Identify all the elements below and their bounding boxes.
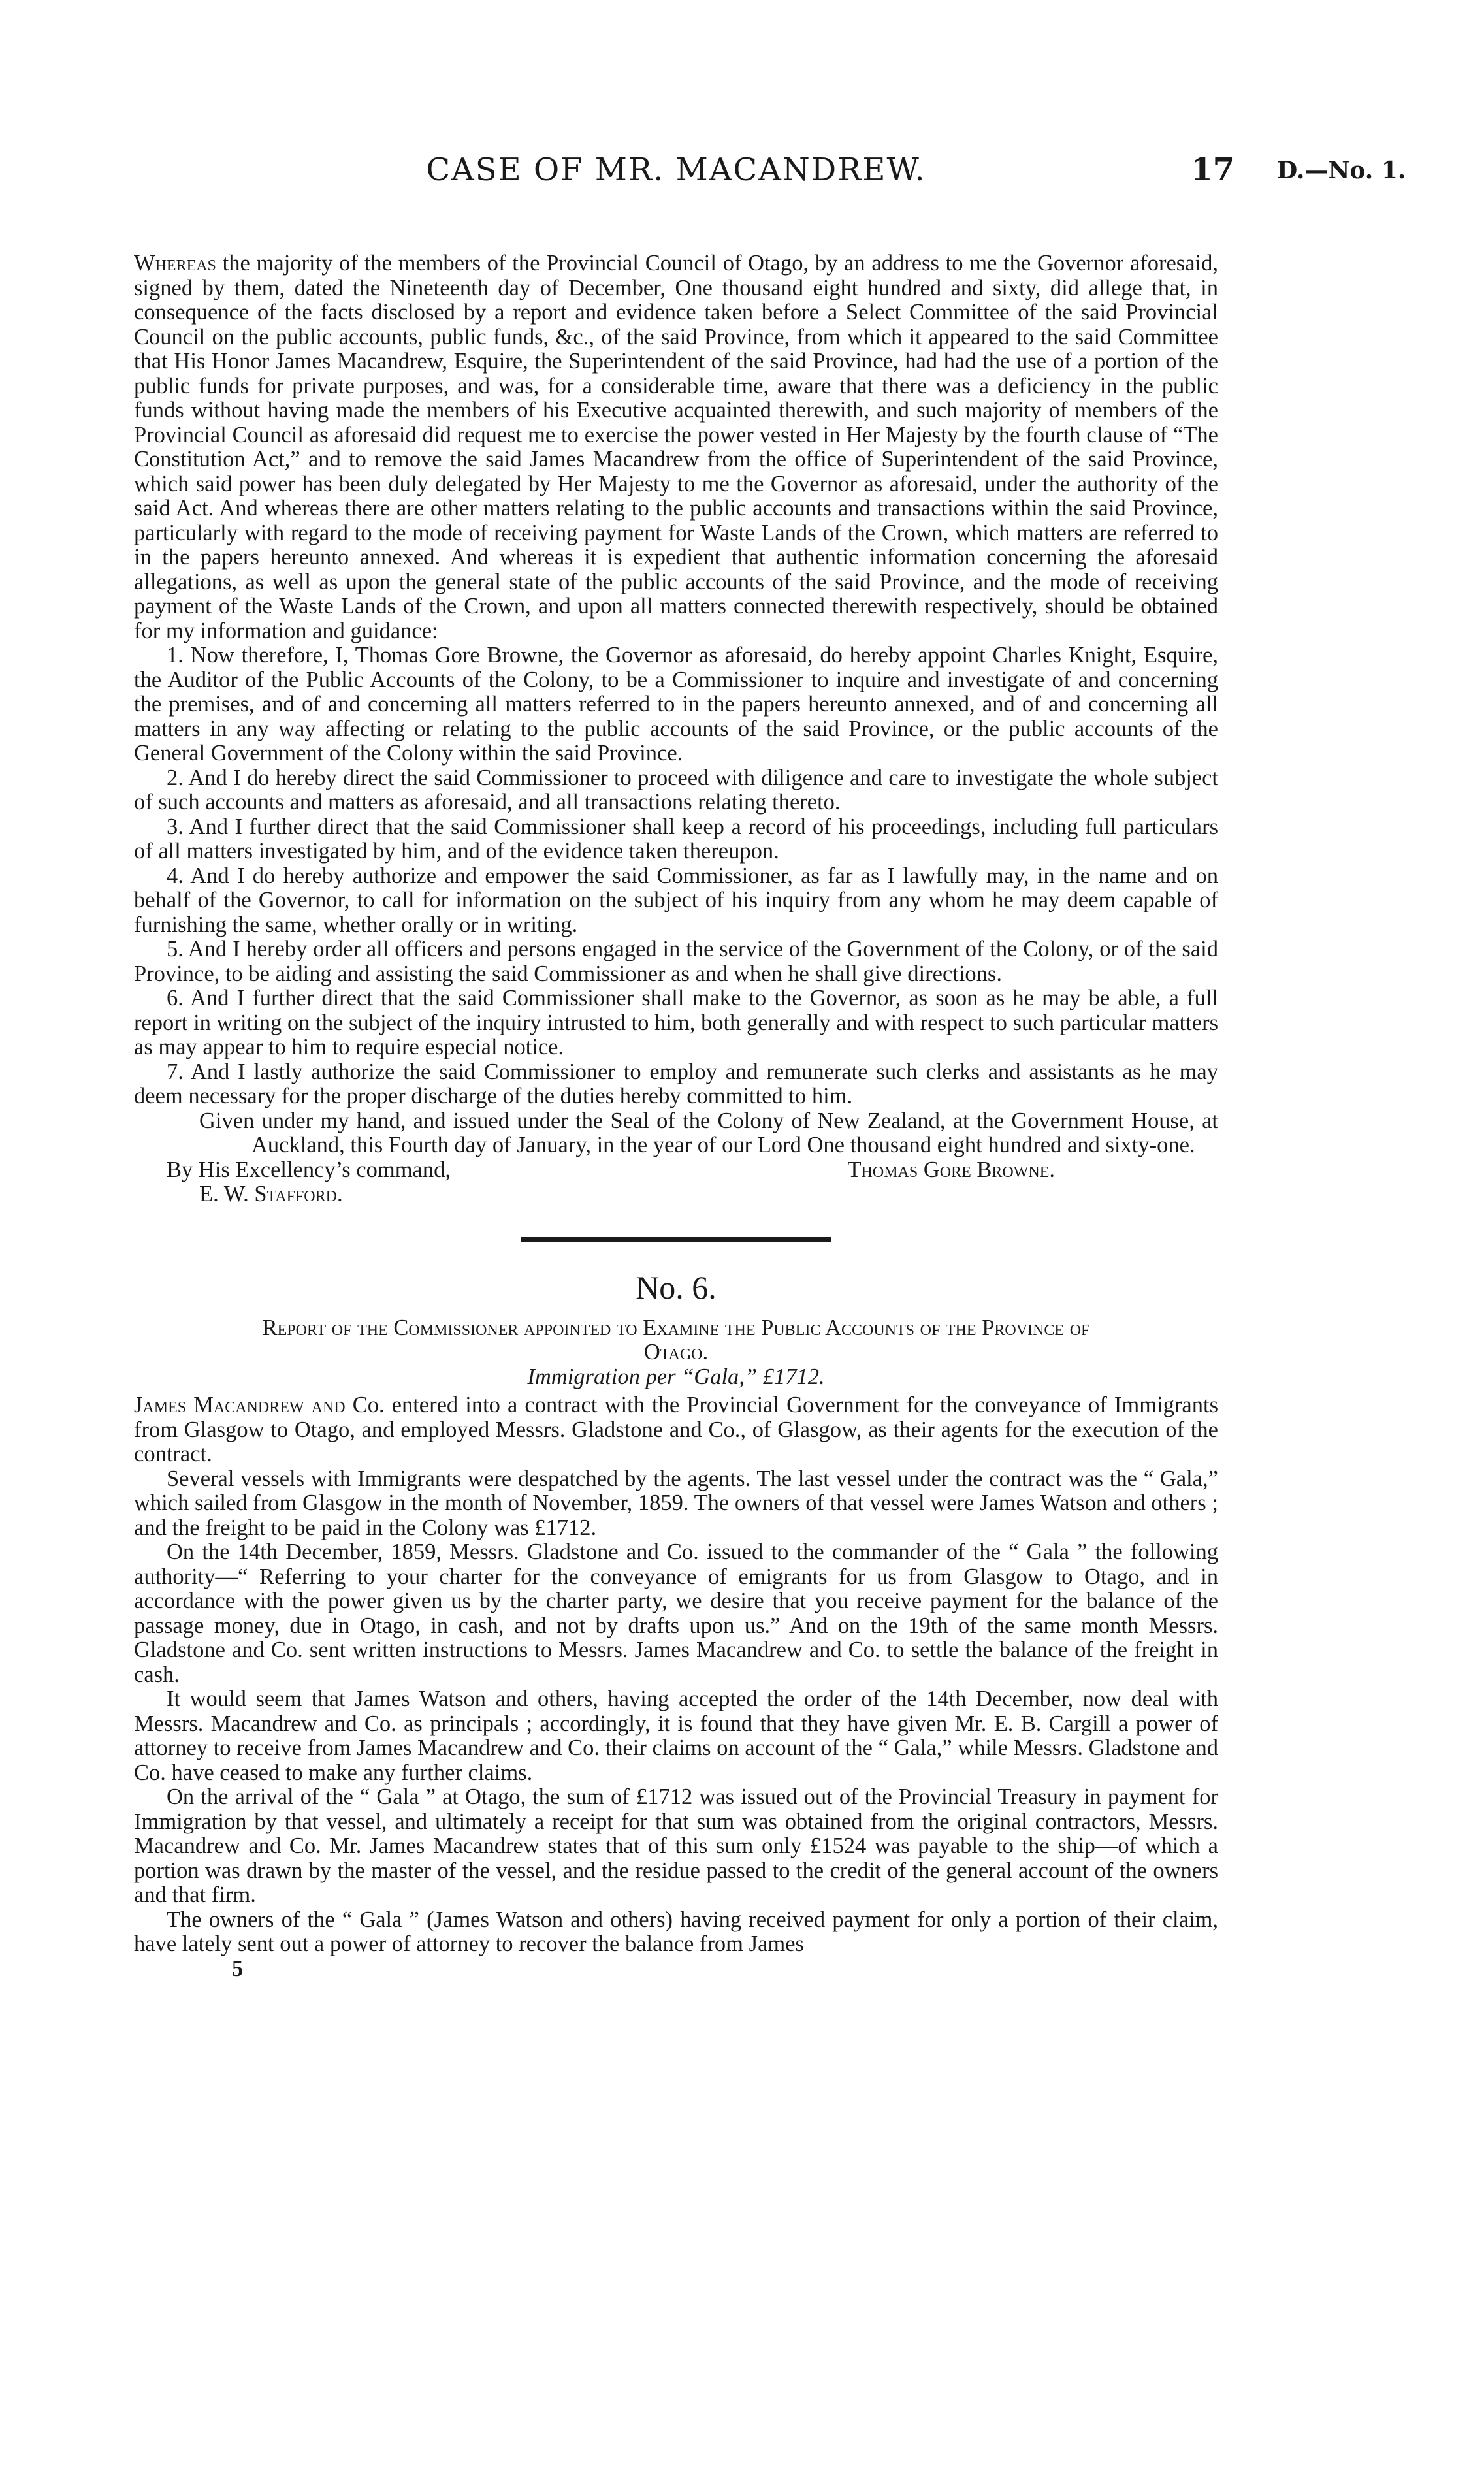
given-under-seal: Given under my hand, and issued under the Seal of the Colony of New Zealand, at the Government House, at Auckland, this Fourth day of January, in the year of our Lord One thousand eight hundred and sixty-one. [199,1108,1218,1157]
governor-signature: Thomas Gore Browne. [847,1157,1055,1182]
clause-7: 7. And I lastly authorize the said Commissioner to employ and remunerate such clerks and assistants as he may deem necessary for the proper discharge of the duties hereby committed to him. [134,1059,1218,1108]
clause-1: 1. Now therefore, I, Thomas Gore Browne, the Governor as aforesaid, do hereby appoint Charles Knight, Esquire, the Auditor of the Public Accounts of the Colony, to be a Commissioner to inquire and investigate of and concerning the premises, and of and concerning all matters referred to in the papers hereunto annexed, and of and concerning all matters in any way affecting or relating to the public accounts of the said Province, or the public accounts of the General Government of the Colony within the said Province. [134,643,1218,766]
clause-5: 5. And I hereby order all officers and persons engaged in the service of the Government of the Colony, or of the said Province, to be aiding and assisting the said Commissioner as and when he shall give directions. [134,937,1218,986]
clause-3: 3. And I further direct that the said Commissioner shall keep a record of his proceedings, including full particulars of all matters investigated by him, and of the evidence taken thereupon. [134,814,1218,864]
lead-name: James Macandrew and [134,1393,346,1417]
document-reference: D.—No. 1. [1277,157,1406,184]
report-paragraph-1 [134,1393,1218,1467]
page-number: 17 [1191,152,1234,188]
clause-4: 4. And I do hereby authorize and empower the said Commissioner, as far as I lawfully may, in the name and on behalf of the Governor, to call for information on the subject of his inquiry from any whom he may deem capable of furnishing the same, whether orally or in writing. [134,863,1218,937]
proclamation-preamble [134,251,1218,643]
section-divider [521,1237,831,1242]
preamble-text: the majority of the members of the Provincial Council of Otago, by an address to me the Governor aforesaid, signed by them, dated the Nineteenth day of December, One thousand eight hundred and sixty, did allege that, in consequence of the facts disclosed by a report and evidence taken before a Select Committee of the said Provincial Council on the public accounts, public funds, &c., of the said Province, from which it appeared to the said Committee that His Honor James Macandrew, Esquire, the Superintendent of the said Province, had had the use of a portion of the public funds for private purposes, and was, for a considerable time, aware that there was a deficiency in the public funds without having made the members of his Executive acquainted therewith, and such majority of members of the Provincial Council as aforesaid did request me to exercise the power vested in Her Majesty by the fourth clause of “The Constitution Act,” and to remove the said James Macandrew from the office of Superintendent of the said Province, which said power has been duly delegated by Her Majesty to me the Governor as aforesaid, under the authority of the said Act. And whereas there are other matters relating to the public accounts and transactions within the said Province, particularly with regard to the mode of receiving payment for Waste Lands of the Crown, which matters are referred to in the papers hereunto annexed. And whereas it is expedient that authentic information concerning the aforesaid allegations, as well as upon the general state of the public accounts of the said Province, and the mode of receiving payment of the Waste Lands of the Crown, and upon all matters connected therewith respectively, should be obtained for my information and guidance: [134,251,1218,643]
report-paragraph-1-text: Co. entered into a contract with the Provincial Government for the conveyance of Immigrants from Glasgow to Otago, and employed Messrs. Gladstone and Co., of Glasgow, as their agents for the execution of the contract. [134,1393,1218,1466]
report-paragraph-6: The owners of the “ Gala ” (James Watson and others) having received payment for only a portion of their claim, have lately sent out a power of attorney to recover the balance from James [134,1907,1218,1956]
running-title: CASE OF MR. MACANDREW. [426,152,926,188]
section-title: Report of the Commissioner appointed to Examine the Public Accounts of the Province of Otago. [262,1315,1090,1364]
body-text [134,251,1218,1981]
running-header [134,152,1406,204]
signature-mark: 5 [232,1956,244,1981]
clause-2: 2. And I do hereby direct the said Commissioner to proceed with diligence and care to investigate the whole subject of such accounts and matters as aforesaid, and all transactions relating thereto. [134,765,1218,815]
report-paragraph-5: On the arrival of the “ Gala ” at Otago, the sum of £1712 was issued out of the Provincial Treasury in payment for Immigration by that vessel, and ultimately a receipt for that sum was obtained from the original contractors, Messrs. Macandrew and Co. Mr. James Macandrew states that of this sum only £1524 was payable to the ship—of which a portion was drawn by the master of the vessel, and the residue passed to the credit of the general account of the owners and that firm. [134,1784,1218,1907]
report-paragraph-2: Several vessels with Immigrants were despatched by the agents. The last vessel under the contract was the “ Gala,” which sailed from Glasgow in the month of November, 1859. The owners of that vessel were James Watson and others ; and the freight to be paid in the Colony was £1712. [134,1466,1218,1540]
clause-6: 6. And I further direct that the said Commissioner shall make to the Governor, as soon as he may be able, a full report in writing on the subject of the inquiry intrusted to him, both generally and with respect to such particular matters as may appear to him to require especial notice. [134,986,1218,1059]
signature-row [167,1158,1218,1183]
report-paragraph-3: On the 14th December, 1859, Messrs. Gladstone and Co. issued to the commander of the “ Gala ” the following authority—“ Referring to your charter for the conveyance of emigrants for us from Glasgow to Otago, and in accordance with the power given us by the charter party, we desire that you receive payment for the balance of the passage money, due in Otago, in cash, and not by drafts upon us.” And on the 19th of the same month Messrs. Gladstone and Co. sent written instructions to Messrs. James Macandrew and Co. to settle the balance of the freight in cash. [134,1540,1218,1687]
section-number: No. 6. [636,1268,717,1306]
whereas-word: Whereas [134,251,216,276]
command-line: By His Excellency’s command, [167,1157,451,1182]
report-paragraph-4: It would seem that James Watson and others, having accepted the order of the 14th December, now deal with Messrs. Macandrew and Co. as principals ; accordingly, it is found that they have given Mr. E. B. Cargill a power of attorney to receive from James Macandrew and Co. their claims on account of the “ Gala,” while Messrs. Gladstone and Co. have ceased to make any further claims. [134,1687,1218,1785]
section-subtitle: Immigration per “Gala,” £1712. [527,1364,825,1389]
countersignature: E. W. Stafford. [199,1182,343,1206]
